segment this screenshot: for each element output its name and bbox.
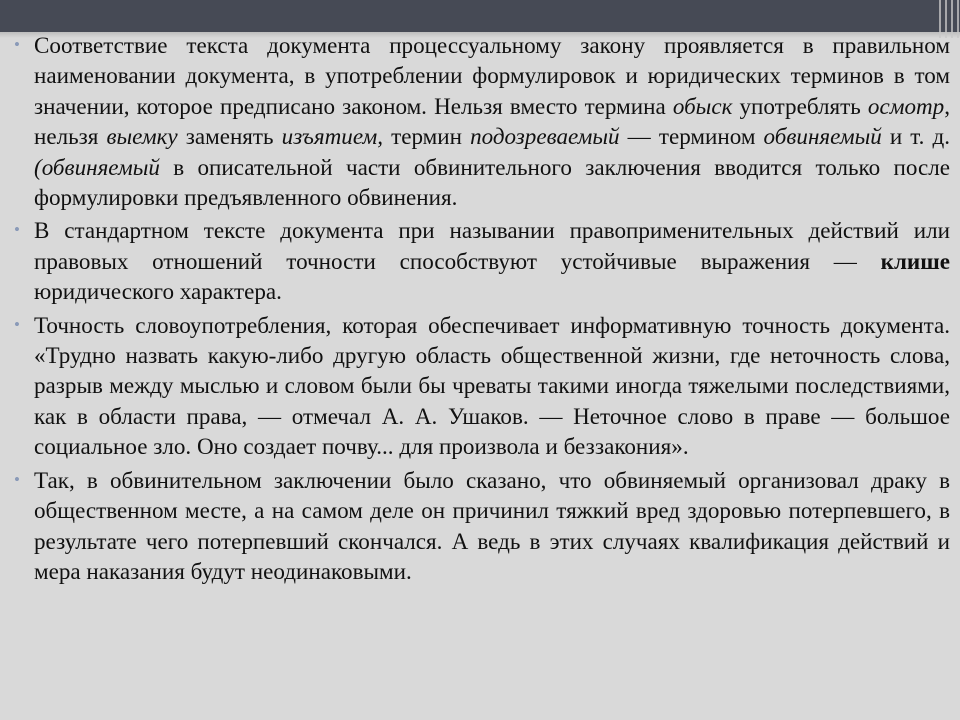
bullet-item: [12, 310, 950, 462]
text-run: , нельзя: [34, 92, 950, 150]
italic-term: обыск: [672, 92, 733, 119]
bullet-item: [12, 215, 950, 306]
text-run: Так, в обвинительном заключении было сказано, что обвиняемый организовал драку в общественном месте, а на самом деле он причинил тяжкий вред здоровью потерпевшего, в результате чего потерпевший скончался. А ведь в этих случаях квалификация действий и мера наказания будут неодинаковыми.: [34, 466, 950, 584]
italic-term: (обвиняемый: [34, 153, 160, 180]
bold-term: клише: [880, 247, 950, 274]
text-run: Соответствие текста документа процессуальному закону проявляется в правильном наименовании документа, в употреблении формулировок и юридических терминов в том значении, которое предписано законом. Нельзя вместо термина: [34, 32, 950, 119]
bullet-item: [12, 465, 950, 587]
text-run: и т. д.: [881, 123, 951, 150]
bullet-icon: •: [14, 35, 20, 54]
text-run: — термином: [619, 123, 764, 150]
bullet-list: [12, 30, 950, 589]
text-run: заменять: [177, 123, 282, 150]
bullet-item: [12, 30, 950, 212]
italic-term: изъятием,: [281, 123, 384, 150]
bullet-icon: •: [14, 314, 20, 334]
top-bar: [0, 0, 960, 32]
italic-term: выемку: [106, 123, 178, 150]
text-run: В стандартном тексте документа при назывании правоприменительных действий или правовых отношений точности способствуют устойчивые выражения —: [34, 217, 950, 274]
italic-term: обвиняемый: [763, 123, 882, 150]
bullet-icon: •: [14, 469, 20, 489]
text-run: в описательной части обвинительного заключения вводится только после формулировки предъявленного обвинения.: [34, 153, 950, 211]
italic-term: подозреваемый: [470, 123, 620, 150]
bullet-icon: •: [14, 220, 20, 240]
italic-term: осмотр: [867, 92, 945, 119]
text-run: юридического характера.: [34, 278, 282, 305]
text-run: термин: [383, 123, 471, 150]
text-run: Точность словоупотребления, которая обеспечивает информативную точность документа. «Трудно назвать какую-либо другую область общественной жизни, где неточность слова, разрыв между мыслью и словом были бы чреваты такими иногда тяжелыми последствиями, как в области права, — отмечал А. А. Ушаков. — Неточное слово в праве — большое социальное зло. Оно создает почву... для произвола и беззакония».: [34, 311, 950, 460]
text-run: употреблять: [732, 92, 868, 119]
